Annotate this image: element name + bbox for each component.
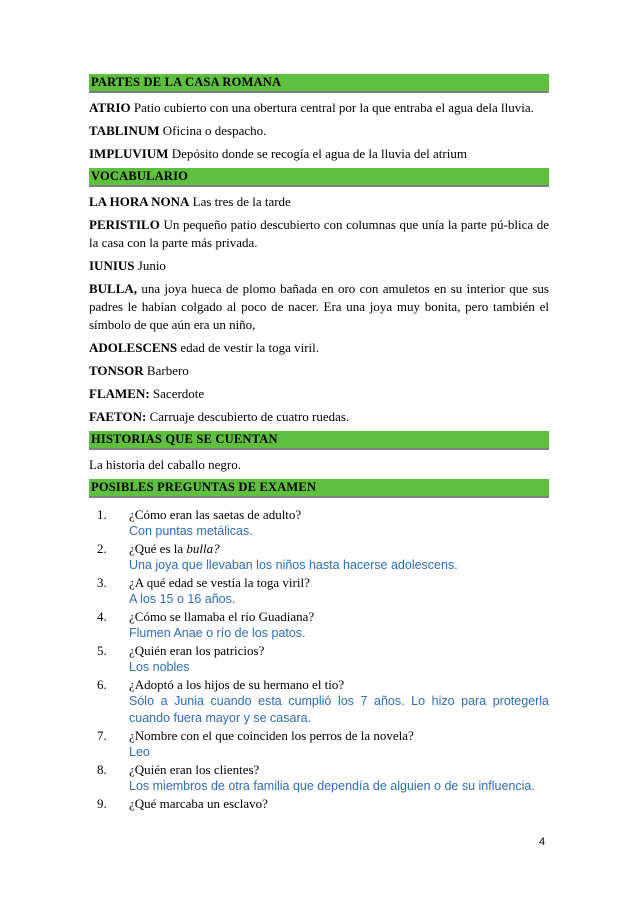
entry-definition: edad de vestir la toga viril. [180,340,320,355]
question-text: ¿Qué marcaba un esclavo? [129,796,268,811]
historias-text: La historia del caballo negro. [89,457,241,472]
entry-bulla [89,280,549,334]
question-number: 7. [97,728,107,743]
question-item [89,642,549,676]
entry-flamen [89,385,549,403]
document-page [89,74,549,812]
entry-term: FLAMEN: [89,386,150,401]
question-text: ¿Quién eran los clientes? [129,762,260,777]
question-number: 5. [97,643,107,658]
question-item [89,608,549,642]
question-item [89,795,549,812]
answer-text: A los 15 o 16 años. [129,592,236,606]
question-text: ¿Cómo se llamaba el río Guadiana? [129,609,315,624]
answer-text: Sólo a Junia cuando esta cumplió los 7 años. Lo hizo para protegerla cuando fuera mayor y se casara. [129,694,549,725]
entry-definition: Barbero [146,363,189,378]
entry-tonsor [89,362,549,380]
entry-definition: Patio cubierto con una obertura central por la que entraba el agua dela lluvia. [133,100,534,115]
answer-text: Flumen Anae o río de los patos. [129,626,306,640]
entry-term: ATRIO [89,100,131,115]
answer-text: Leo [129,745,150,759]
answer-text: Los miembros de otra familia que dependía de alguien o de su influencia. [129,779,535,793]
entry-hora-nona [89,193,549,211]
entry-definition: una joya hueca de plomo bañada en oro con amuletos en su interior que sus padres le habían colgado al poco de nacer. Era una joya muy bonita, pero también el símbolo de que aún era un niño, [89,281,549,332]
question-number: 3. [97,575,107,590]
entry-peristilo [89,216,549,252]
entry-atrio [89,99,549,117]
entry-term: FAETON: [89,409,147,424]
entry-term: IMPLUVIUM [89,146,169,161]
question-item [89,761,549,795]
question-item [89,506,549,540]
question-number: 6. [97,677,107,692]
questions-list [89,506,549,812]
entry-definition: Carruaje descubierto de cuatro ruedas. [149,409,350,424]
entry-term: LA HORA NONA [89,194,190,209]
section-header-preguntas: POSIBLES PREGUNTAS DE EXAMEN [89,479,549,498]
question-text [129,540,549,557]
entry-definition: Sacerdote [152,386,205,401]
entry-definition: Depósito donde se recogía el agua de la lluvia del atrium [171,146,467,161]
question-number: 4. [97,609,107,624]
question-number: 1. [97,507,107,522]
question-text: ¿A qué edad se vestía la toga viril? [129,575,310,590]
question-number: 9. [97,796,107,811]
section-header-historias: HISTORIAS QUE SE CUENTAN [89,431,549,450]
question-item [89,574,549,608]
question-text: ¿Adoptó a los hijos de su hermano el tío? [129,677,345,692]
entry-iunius [89,257,549,275]
entry-term: ADOLESCENS [89,340,178,355]
entry-adolescens [89,339,549,357]
question-text-emphasis: bulla? [186,541,220,556]
entry-definition: Junio [137,258,166,273]
question-number: 2. [97,541,107,556]
entry-term: PERISTILO [89,217,160,232]
question-text: ¿Nombre con el que coinciden los perros de la novela? [129,728,414,743]
entry-term: TONSOR [89,363,144,378]
entry-definition: Oficina o despacho. [162,123,267,138]
entry-term: TABLINUM [89,123,160,138]
entry-term: BULLA, [89,281,138,296]
question-number: 8. [97,762,107,777]
page-number: 4 [539,836,546,848]
entry-definition: Las tres de la tarde [192,194,291,209]
section-header-partes: PARTES DE LA CASA ROMANA [89,74,549,93]
question-item [89,676,549,727]
entry-term: IUNIUS [89,258,135,273]
entry-tablinum [89,122,549,140]
question-text-pre: ¿Qué es la [129,541,187,556]
question-item [89,727,549,761]
question-text: ¿Quién eran los patricios? [129,643,265,658]
entry-impluvium [89,145,549,163]
question-text: ¿Cómo eran las saetas de adulto? [129,507,302,522]
section-header-vocabulario: VOCABULARIO [89,168,549,187]
entry-faeton [89,408,549,426]
question-item [89,540,549,574]
answer-text: Los nobles [129,660,190,674]
answer-text: Una joya que llevaban los niños hasta hacerse adolescens. [129,558,458,572]
answer-text: Con puntas metálicas. [129,524,253,538]
entry-definition: Un pequeño patio descubierto con columnas que unía la parte pú-blica de la casa con la parte más privada. [89,217,549,250]
